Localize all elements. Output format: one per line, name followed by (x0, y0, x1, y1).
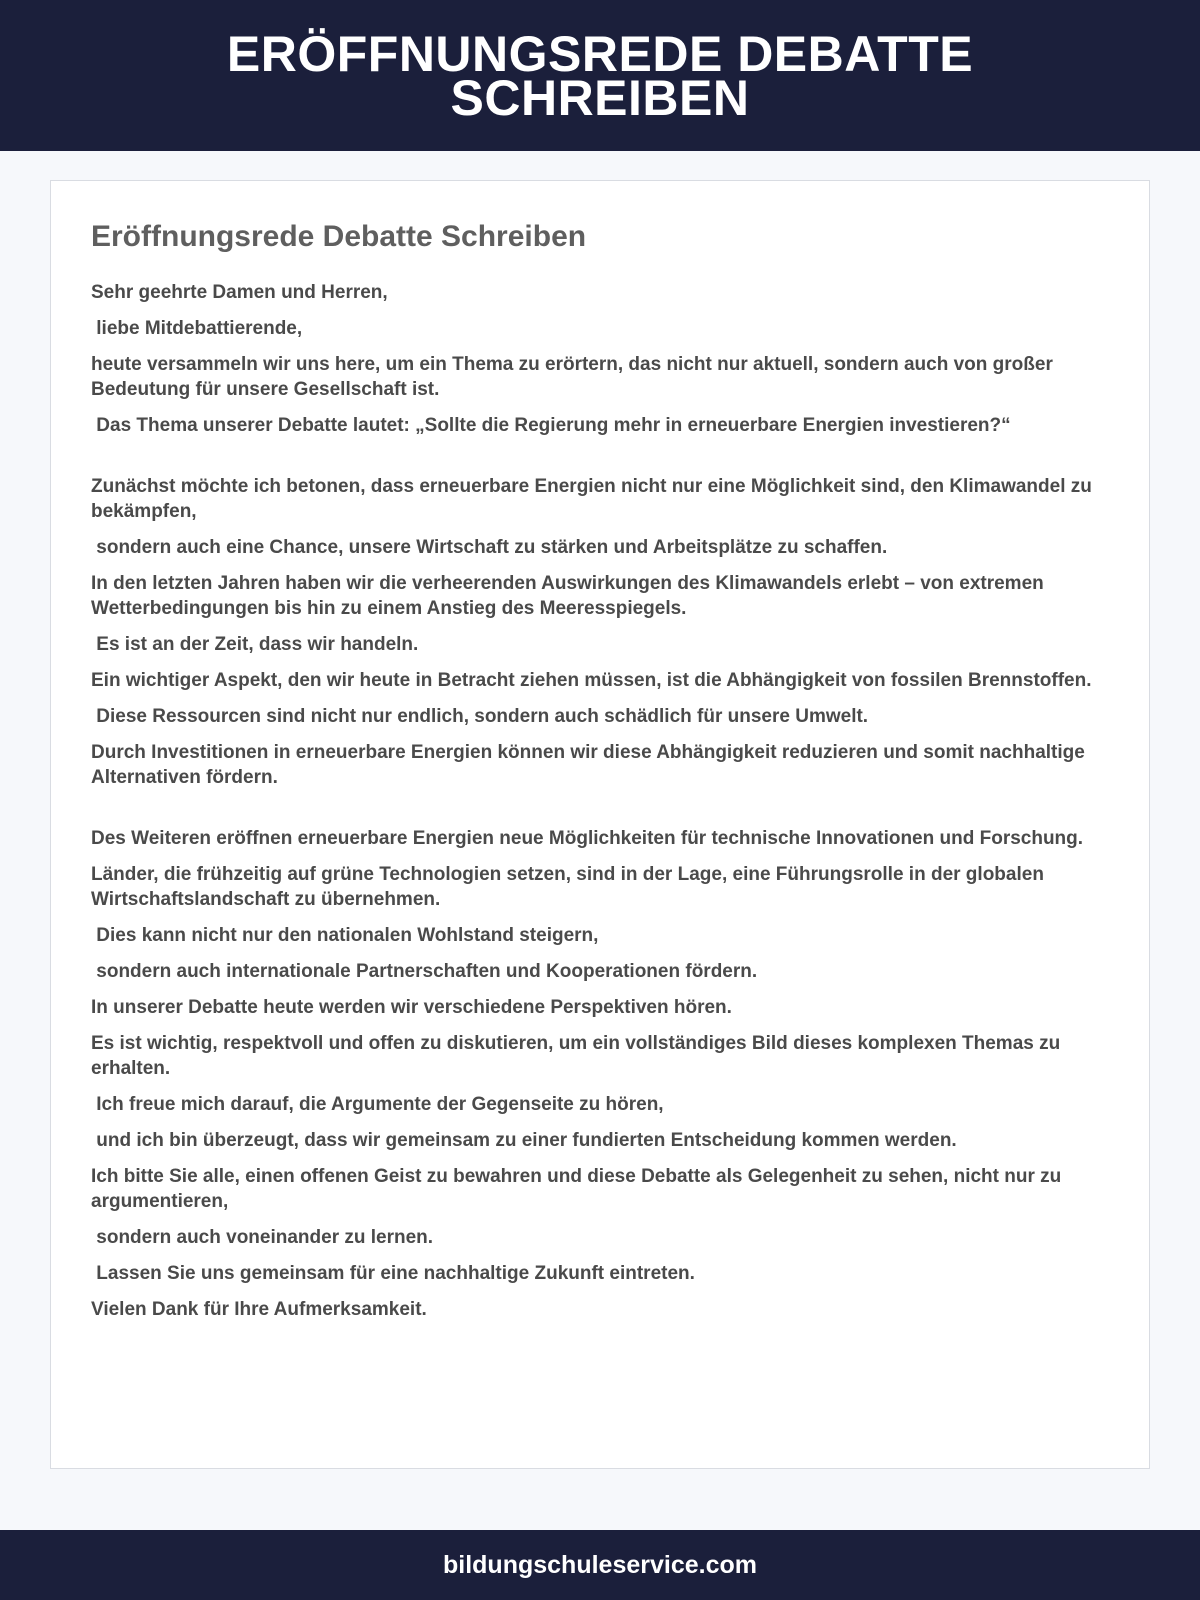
paragraph: In unserer Debatte heute werden wir verschiedene Perspektiven hören. (91, 997, 732, 1018)
paragraph: und ich bin überzeugt, dass wir gemeinsam zu einer fundierten Entscheidung kommen werden. (91, 1130, 957, 1151)
footer-site-link[interactable]: bildungschuleservice.com (443, 1550, 757, 1579)
article-body (91, 280, 1109, 1322)
paragraph: Ich freue mich darauf, die Argumente der Gegenseite zu hören, (91, 1094, 664, 1115)
paragraph: Diese Ressourcen sind nicht nur endlich, sondern auch schädlich für unsere Umwelt. (91, 706, 869, 727)
paragraph: heute versammeln wir uns here, um ein Thema zu erörtern, das nicht nur aktuell, sondern auch von großer Bedeutung für unsere Gesellschaft ist. (91, 354, 1059, 400)
paragraph: Durch Investitionen in erneuerbare Energien können wir diese Abhängigkeit reduzieren und somit nachhaltige Alternativen fördern. (91, 742, 1090, 788)
paragraph: liebe Mitdebattierende, (91, 318, 303, 339)
page-title: ERÖFFNUNGSREDE DEBATTE SCHREIBEN (226, 25, 974, 126)
paragraph: In den letzten Jahren haben wir die verheerenden Auswirkungen des Klimawandels erlebt – von extremen Wetterbedingungen bis hin zu einem Anstieg des Meeresspiegels. (91, 573, 1050, 619)
paragraph: Vielen Dank für Ihre Aufmerksamkeit. (91, 1299, 427, 1320)
paragraph: Es ist an der Zeit, dass wir handeln. (91, 634, 419, 655)
article-title: Eröffnungsrede Debatte Schreiben (91, 220, 587, 253)
page-footer (0, 1530, 1200, 1600)
article-card (50, 180, 1150, 1469)
paragraph-spacer (91, 801, 1109, 826)
paragraph-spacer (91, 449, 1109, 474)
paragraph: Lassen Sie uns gemeinsam für eine nachhaltige Zukunft eintreten. (91, 1263, 695, 1284)
paragraph: Das Thema unserer Debatte lautet: „Sollte die Regierung mehr in erneuerbare Energien investieren?“ (91, 415, 1011, 436)
paragraph: sondern auch voneinander zu lernen. (91, 1227, 434, 1248)
page-header (0, 0, 1200, 151)
paragraph: Ein wichtiger Aspekt, den wir heute in Betracht ziehen müssen, ist die Abhängigkeit von fossilen Brennstoffen. (91, 670, 1092, 691)
paragraph: Ich bitte Sie alle, einen offenen Geist zu bewahren und diese Debatte als Gelegenheit zu sehen, nicht nur zu argumentieren, (91, 1166, 1067, 1212)
paragraph: Sehr geehrte Damen und Herren, (91, 282, 388, 303)
paragraph: Des Weiteren eröffnen erneuerbare Energien neue Möglichkeiten für technische Innovationen und Forschung. (91, 828, 1084, 849)
paragraph: sondern auch eine Chance, unsere Wirtschaft zu stärken und Arbeitsplätze zu schaffen. (91, 537, 888, 558)
paragraph: Dies kann nicht nur den nationalen Wohlstand steigern, (91, 925, 599, 946)
paragraph: Zunächst möchte ich betonen, dass erneuerbare Energien nicht nur eine Möglichkeit sind, den Klimawandel zu bekämpfen, (91, 476, 1098, 522)
paragraph: Es ist wichtig, respektvoll und offen zu diskutieren, um ein vollständiges Bild dieses komplexen Themas zu erhalten. (91, 1033, 1066, 1079)
paragraph: sondern auch internationale Partnerschaften und Kooperationen fördern. (91, 961, 758, 982)
paragraph: Länder, die frühzeitig auf grüne Technologien setzen, sind in der Lage, eine Führungsrolle in der globalen Wirtschaftslandschaft zu übernehmen. (91, 864, 1050, 910)
